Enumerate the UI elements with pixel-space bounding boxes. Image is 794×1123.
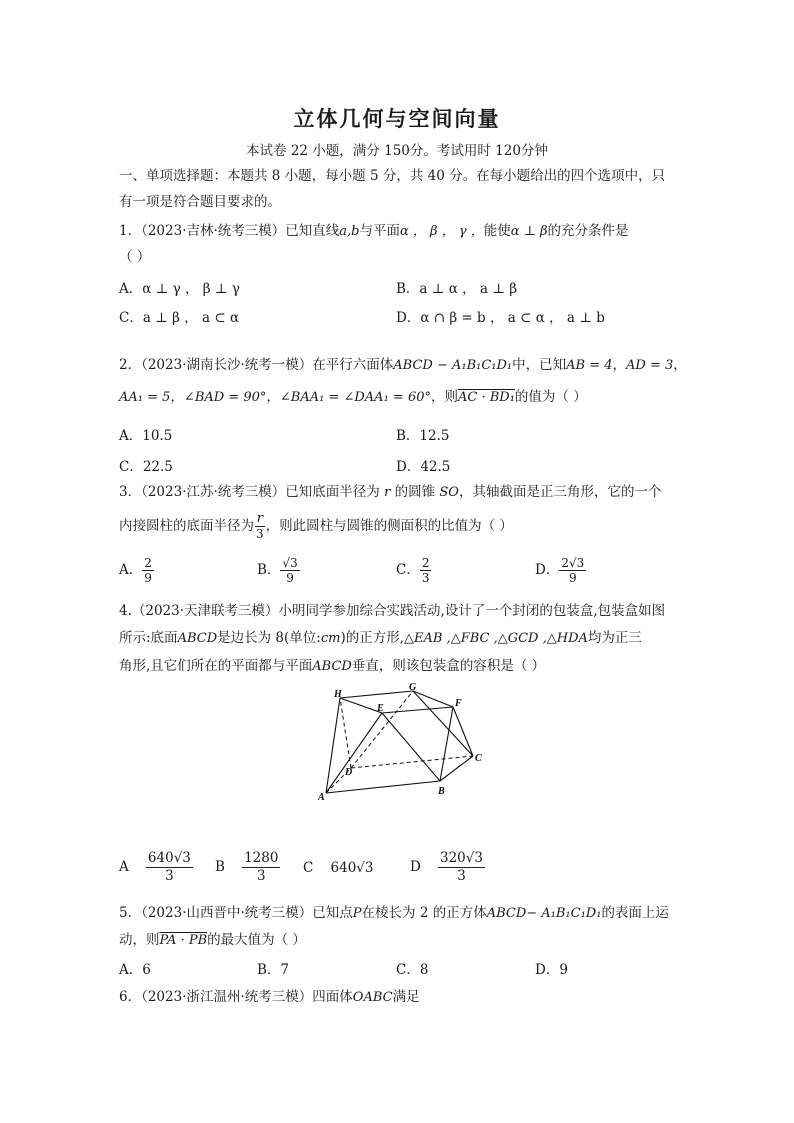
q4-stem-line2: 所示:底面ABCD是边长为 8(单位:cm)的正方形,△EAB ,△FBC ,△GCD ,△HDA均为正三 — [119, 630, 642, 646]
q1-option-b[interactable]: B．a ⊥ α ， a ⊥ β — [396, 281, 518, 297]
section-heading-line2: 有一项是符合题目要求的。 — [119, 194, 281, 210]
q4-option-a[interactable]: A $\frac{640√3}{3}$ — [119, 850, 191, 884]
edge-AE — [326, 713, 382, 793]
edge-AB — [326, 781, 440, 793]
q2-option-b[interactable]: B．12.5 — [396, 428, 450, 444]
edge-BF — [440, 707, 453, 781]
q5-option-c[interactable]: C．8 — [396, 962, 429, 978]
q2-stem-line2: AA₁ = 5，∠BAD = 90°，∠BAA₁ = ∠DAA₁ = 60°，则AC · BD₁的值为（ ） — [119, 389, 587, 405]
edge-EH — [340, 698, 382, 713]
section-heading-line1: 一、单项选择题：本题共 8 小题，每小题 5 分，共 40 分。在每小题给出的四个选项中，只 — [119, 168, 666, 184]
label-A: A — [318, 792, 325, 803]
q4-option-c[interactable]: C 640√3 — [303, 860, 374, 876]
q5-stem-line1: 5．（2023·山西晋中·统考三模）已知点P在棱长为 2 的正方体ABCD− A₁B₁C₁D₁的表面上运 — [119, 905, 669, 921]
q1-option-d[interactable]: D．α ∩ β = b ， a ⊂ α ， a ⊥ b — [396, 310, 605, 326]
q1-option-c[interactable]: C．a ⊥ β ， a ⊂ α — [119, 310, 240, 326]
q4-option-b[interactable]: B $\frac{1280}{3}$ — [215, 850, 279, 884]
edge-BC — [440, 756, 473, 781]
label-H: H — [334, 689, 342, 700]
packaging-box-figure — [310, 682, 490, 812]
q5-option-d[interactable]: D．9 — [535, 962, 568, 978]
label-B: B — [438, 786, 445, 797]
q4-option-d[interactable]: D $\frac{320√3}{3}$ — [410, 850, 483, 884]
label-F: F — [455, 698, 462, 709]
edge-AH — [326, 698, 340, 793]
q3-stem-line2: 内接圆柱的底面半径为 $\frac{r}{3}$ ，则此圆柱与圆锥的侧面积的比值为（ ） — [119, 511, 513, 541]
q3-option-c[interactable]: C． $\frac{2}{3}$ — [396, 556, 430, 585]
q3-stem-line1: 3．（2023·江苏·统考三模）已知底面半径为 r 的圆锥 SO，其轴截面是正三角形，它的一个 — [119, 484, 662, 500]
q6-stem-line1: 6．（2023·浙江温州·统考三模）四面体OABC满足 — [119, 989, 420, 1005]
q2-option-d[interactable]: D．42.5 — [396, 459, 451, 475]
q1-answer-paren: （ ） — [119, 249, 151, 265]
q5-stem-line2: 动，则PA · PB的最大值为（ ） — [119, 932, 306, 948]
exam-info: 本试卷 22 小题，满分 150分。考试用时 120分钟 — [246, 143, 548, 159]
q2-option-c[interactable]: C．22.5 — [119, 459, 173, 475]
edge-GF — [413, 691, 453, 707]
edge-BE — [382, 713, 440, 781]
page-title: 立体几何与空间向量 — [293, 106, 501, 131]
label-D: D — [345, 767, 353, 778]
q2-stem-line1: 2．（2023·湖南长沙·统考一模）在平行六面体ABCD − A₁B₁C₁D₁中，已知AB = 4，AD = 3， — [119, 357, 687, 373]
q3-option-a[interactable]: A． $\frac{2}{9}$ — [119, 556, 152, 585]
q2-option-a[interactable]: A．10.5 — [119, 428, 173, 444]
edge-CG — [413, 691, 473, 756]
label-C: C — [475, 753, 482, 764]
label-G: G — [409, 682, 417, 693]
q1-stem: 1．（2023·吉林·统考三模）已知直线a,b与平面α ， β ， γ ，能使α ⊥ β的充分条件是 — [119, 223, 629, 239]
edge-CF — [453, 707, 473, 756]
q1-option-a[interactable]: A．α ⊥ γ ， β ⊥ γ — [119, 281, 240, 297]
label-E: E — [377, 703, 384, 714]
edge-DC-hidden — [351, 756, 473, 768]
edge-FE — [382, 707, 453, 713]
q5-option-a[interactable]: A．6 — [119, 962, 151, 978]
q4-stem-line3: 角形,且它们所在的平面都与平面ABCD垂直，则该包装盒的容积是（ ） — [119, 658, 546, 674]
q5-option-b[interactable]: B．7 — [257, 962, 290, 978]
edge-HG — [340, 691, 413, 698]
q3-option-d[interactable]: D． $\frac{2√3}{9}$ — [535, 556, 585, 585]
edge-DH-hidden — [340, 698, 351, 768]
q3-option-b[interactable]: B． $\frac{√3}{9}$ — [257, 556, 298, 585]
q4-stem-line1: 4.（2023·天津联考三模）小明同学参加综合实践活动,设计了一个封闭的包装盒,包装盒如图 — [119, 603, 666, 619]
